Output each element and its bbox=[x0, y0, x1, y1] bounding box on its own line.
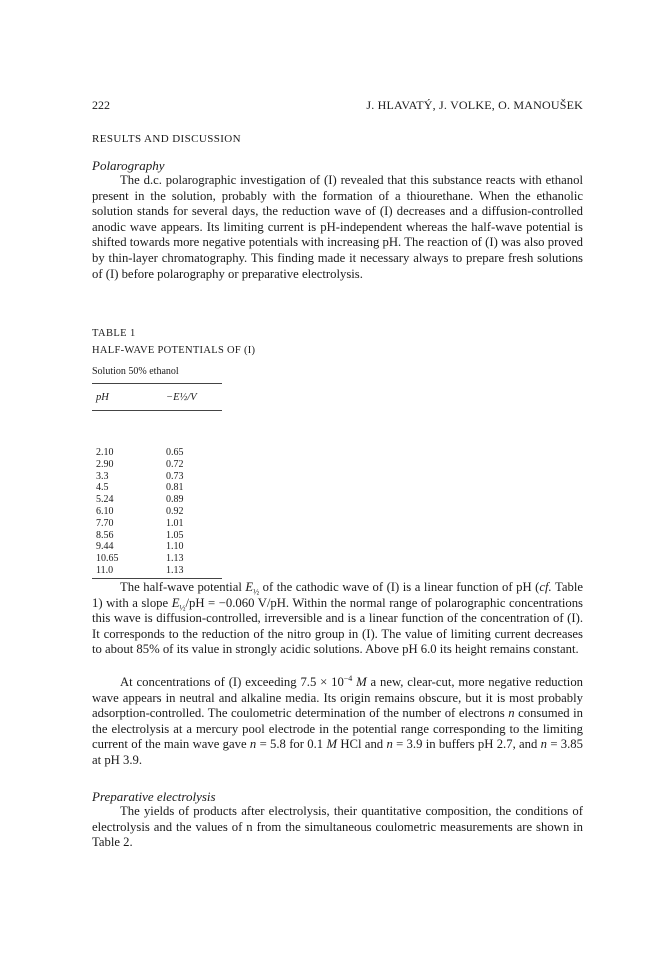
cell-ph: 11.0 bbox=[96, 564, 114, 576]
table-row bbox=[92, 447, 232, 459]
cell-potential: 0.73 bbox=[166, 470, 184, 482]
cell-ph: 10.65 bbox=[96, 553, 119, 565]
table-row bbox=[92, 471, 232, 483]
table-row bbox=[92, 530, 232, 542]
table-caption: HALF-WAVE POTENTIALS OF (I) bbox=[92, 345, 256, 356]
cell-ph: 2.90 bbox=[96, 458, 114, 470]
cell-ph: 3.3 bbox=[96, 470, 109, 482]
table-row bbox=[92, 553, 232, 565]
table-top-rule bbox=[92, 383, 222, 384]
cell-ph: 7.70 bbox=[96, 517, 114, 529]
cell-potential: 0.65 bbox=[166, 447, 184, 458]
cell-potential: 0.81 bbox=[166, 482, 184, 494]
polarography-heading: Polarography bbox=[92, 158, 165, 173]
text-run: of the cathodic wave of (I) is a linear function of pH ( bbox=[259, 580, 540, 594]
text-run: The half-wave potential bbox=[120, 580, 246, 594]
text-run: = 3.85 at pH 3.9. bbox=[92, 737, 583, 767]
section-heading: RESULTS AND DISCUSSION bbox=[92, 133, 241, 145]
table-row bbox=[92, 565, 232, 577]
cell-ph: 9.44 bbox=[96, 541, 114, 553]
table-bottom-rule bbox=[92, 578, 222, 579]
table-row bbox=[92, 494, 232, 506]
table-row bbox=[92, 459, 232, 471]
text-run: a new, clear-cut, more negative reduction wave appears in neutral and alkaline media. Its origin remains obscure, but it is most probably adsorption-controlled. The coulometric determination of the number of electrons bbox=[92, 675, 584, 721]
electrolysis-heading: Preparative electrolysis bbox=[92, 789, 216, 804]
text-run: Table 1) with a slope bbox=[92, 580, 583, 610]
cell-potential: 1.01 bbox=[166, 517, 184, 529]
column-header-potential: −E½/V bbox=[166, 392, 197, 403]
table-header-rule bbox=[92, 410, 222, 411]
table-label: TABLE 1 bbox=[92, 328, 136, 339]
symbol-molar: M bbox=[326, 737, 338, 752]
text-run: = 5.8 for 0.1 bbox=[256, 737, 327, 752]
symbol-n: n bbox=[386, 737, 393, 752]
cell-potential: 1.13 bbox=[166, 564, 184, 576]
page-number: 222 bbox=[92, 98, 110, 112]
running-authors: J. HLAVATÝ, J. VOLKE, O. MANOUŠEK bbox=[366, 98, 583, 112]
text-run: consumed in the electrolysis at a mercury pool electrode in the potential range corresponding to the limiting current of the main wave gave bbox=[92, 706, 583, 752]
subscript-half: ½ bbox=[179, 603, 186, 613]
cell-potential: 1.05 bbox=[166, 529, 184, 541]
cell-potential: 0.92 bbox=[166, 505, 184, 517]
cell-potential: 0.89 bbox=[166, 494, 184, 506]
cell-ph: 4.5 bbox=[96, 482, 109, 494]
cell-ph: 2.10 bbox=[96, 447, 114, 458]
column-header-ph: pH bbox=[96, 392, 109, 403]
polarography-paragraph: The d.c. polarographic investigation of (I) revealed that this substance reacts with ethanol present in the solution, probably with the formation of a thiourethane. When the ethanolic solution stands for several days, the reduction wave of (I) decreases and a diffusion-controlled anodic wave appears. Its limiting current is pH-independent whereas the half-wave potential is shifted towards more negative potentials with increasing pH. The reaction of (I) was also proved by thin-layer chromatography. This finding made it necessary always to prepare fresh solutions of (I) before polarography or preparative electrolysis. bbox=[92, 173, 583, 281]
cell-potential: 0.72 bbox=[166, 458, 184, 470]
symbol-n: n bbox=[540, 737, 548, 752]
cell-ph: 6.10 bbox=[96, 505, 114, 517]
half-wave-paragraph bbox=[92, 580, 583, 658]
text-run: At concentrations of (I) exceeding 7.5 × 10 bbox=[120, 675, 344, 689]
cell-potential: 1.13 bbox=[166, 553, 184, 565]
cell-potential: 1.10 bbox=[166, 541, 184, 553]
table-row bbox=[92, 506, 232, 518]
table-note: Solution 50% ethanol bbox=[92, 366, 179, 377]
text-run: /pH = −0.060 V/pH. Within the normal range of polarographic concentrations this wave is diffusion-controlled, irreversible and is a linear function of the concentration of (I). It corresponds to the reduction of the nitro group in (I). The value of limiting current decreases to about 85% of its value in strongly acidic solutions. Above pH 6.0 its height remains constant. bbox=[92, 595, 583, 657]
table-row bbox=[92, 482, 232, 494]
symbol-n: n bbox=[508, 706, 515, 721]
table-row bbox=[92, 541, 232, 553]
subscript-half: ½ bbox=[253, 587, 260, 597]
running-header bbox=[92, 98, 583, 116]
symbol-e: E bbox=[171, 595, 180, 610]
exponent: −4 bbox=[343, 673, 353, 683]
table-row bbox=[92, 518, 232, 530]
concentration-paragraph bbox=[92, 675, 583, 769]
symbol-n: n bbox=[249, 737, 257, 752]
table-body bbox=[92, 447, 232, 577]
citation-cf: cf. bbox=[539, 580, 552, 594]
cell-ph: 8.56 bbox=[96, 529, 114, 541]
cell-ph: 5.24 bbox=[96, 494, 114, 506]
electrolysis-paragraph: The yields of products after electrolysis, their quantitative composition, the conditions of electrolysis and the values of n from the simultaneous coulometric measurements are shown in Table 2. bbox=[92, 804, 583, 850]
text-run: HCl and bbox=[337, 737, 387, 752]
text-run: = 3.9 in buffers pH 2.7, and bbox=[392, 737, 541, 752]
symbol-e: E bbox=[245, 580, 254, 594]
symbol-molar: M bbox=[356, 675, 367, 689]
